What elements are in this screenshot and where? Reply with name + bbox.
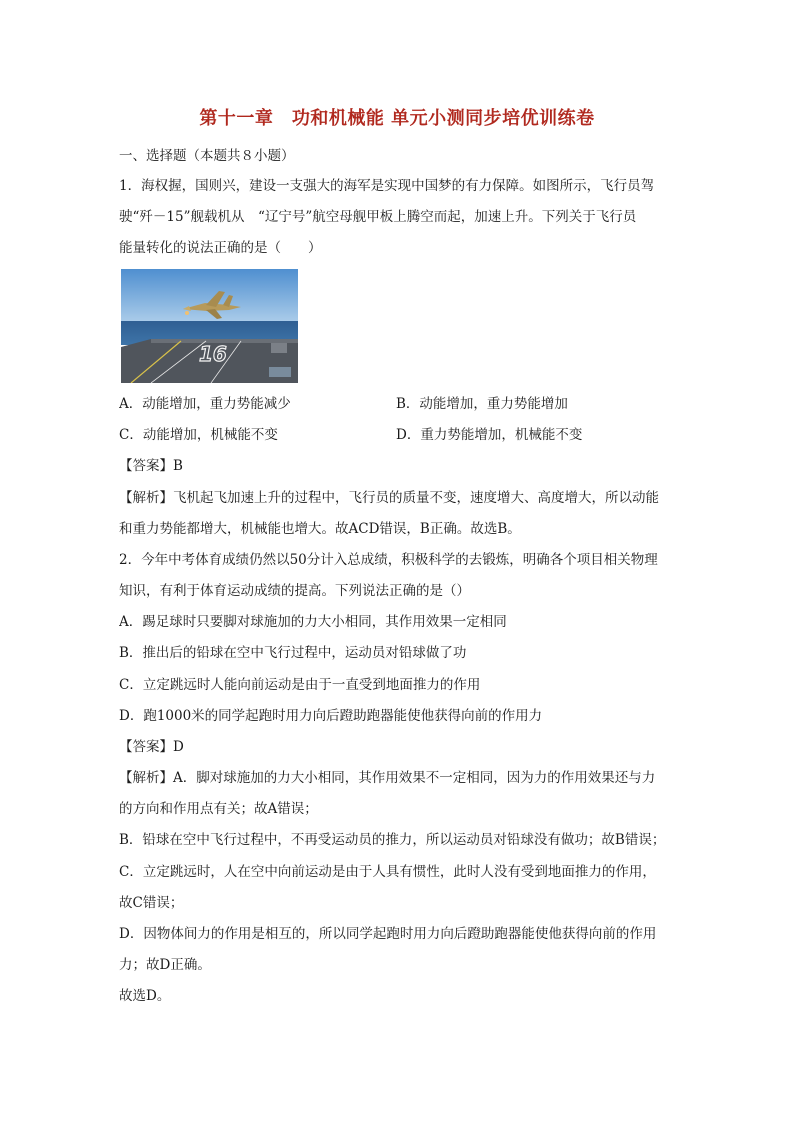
q2-analysis-line-5: 故C错误； bbox=[119, 895, 184, 911]
aircraft-carrier-photo bbox=[121, 269, 298, 383]
q1-analysis-line-2: 和重力势能都增大，机械能也增大。故ACD错误，B正确。故选B。 bbox=[119, 521, 521, 537]
q2-analysis-line-3: B．铅球在空中飞行过程中，不再受运动员的推力，所以运动员对铅球没有做功；故B错误； bbox=[119, 832, 666, 848]
q1-option-a: A．动能增加，重力势能减少 bbox=[119, 396, 291, 412]
q1-option-b: B．动能增加，重力势能增加 bbox=[396, 396, 568, 412]
q2-analysis-line-2: 的方向和作用点有关；故A错误； bbox=[119, 801, 318, 817]
q2-stem-line-1: 2．今年中考体育成绩仍然以50分计入总成绩，积极科学的去锻炼，明确各个项目相关物理 bbox=[119, 552, 658, 568]
q2-option-b: B．推出后的铅球在空中飞行过程中，运动员对铅球做了功 bbox=[119, 645, 467, 661]
q1-stem-line-1: 1．海权握，国则兴，建设一支强大的海军是实现中国梦的有力保障。如图所示，飞行员驾 bbox=[119, 178, 655, 194]
q1-analysis-line-1: 【解析】飞机起飞加速上升的过程中，飞行员的质量不变，速度增大、高度增大，所以动能 bbox=[119, 490, 659, 506]
q1-stem-line-2: 驶“歼－15”舰载机从 “辽宁号”航空母舰甲板上腾空而起，加速上升。下列关于飞行员 bbox=[119, 209, 637, 225]
deck-number bbox=[199, 342, 227, 366]
q2-analysis-line-7: 力；故D正确。 bbox=[119, 957, 211, 973]
q2-analysis-line-4: C．立定跳远时，人在空中向前运动是由于人具有惯性，此时人没有受到地面推力的作用， bbox=[119, 864, 656, 880]
q1-answer: 【答案】B bbox=[119, 458, 183, 474]
section-heading: 一、选择题（本题共８小题） bbox=[119, 148, 295, 164]
q2-analysis-line-8: 故选D。 bbox=[119, 988, 171, 1004]
q2-analysis-line-1: 【解析】A．脚对球施加的力大小相同，其作用效果不一定相同，因为力的作用效果还与力 bbox=[119, 770, 656, 786]
q2-analysis-line-6: D．因物体间力的作用是相互的，所以同学起跑时用力向后蹬助跑器能使他获得向前的作用 bbox=[119, 926, 657, 942]
q1-option-d: D．重力势能增加，机械能不变 bbox=[396, 427, 583, 443]
q2-answer: 【答案】D bbox=[119, 739, 184, 755]
q2-stem-line-2: 知识，有利于体育运动成绩的提高。下列说法正确的是（） bbox=[119, 583, 470, 599]
document-title: 第十一章 功和机械能 单元小测同步培优训练卷 bbox=[199, 108, 595, 129]
q2-option-d: D．跑1000米的同学起跑时用力向后蹬助跑器能使他获得向前的作用力 bbox=[119, 708, 543, 724]
q2-option-a: A．踢足球时只要脚对球施加的力大小相同，其作用效果一定相同 bbox=[119, 614, 507, 630]
q1-option-c: C．动能增加，机械能不变 bbox=[119, 427, 278, 443]
q1-stem-line-3: 能量转化的说法正确的是（ ） bbox=[119, 240, 322, 256]
q2-option-c: C．立定跳远时人能向前运动是由于一直受到地面推力的作用 bbox=[119, 677, 481, 693]
deck-number-text: 16 bbox=[199, 342, 227, 366]
